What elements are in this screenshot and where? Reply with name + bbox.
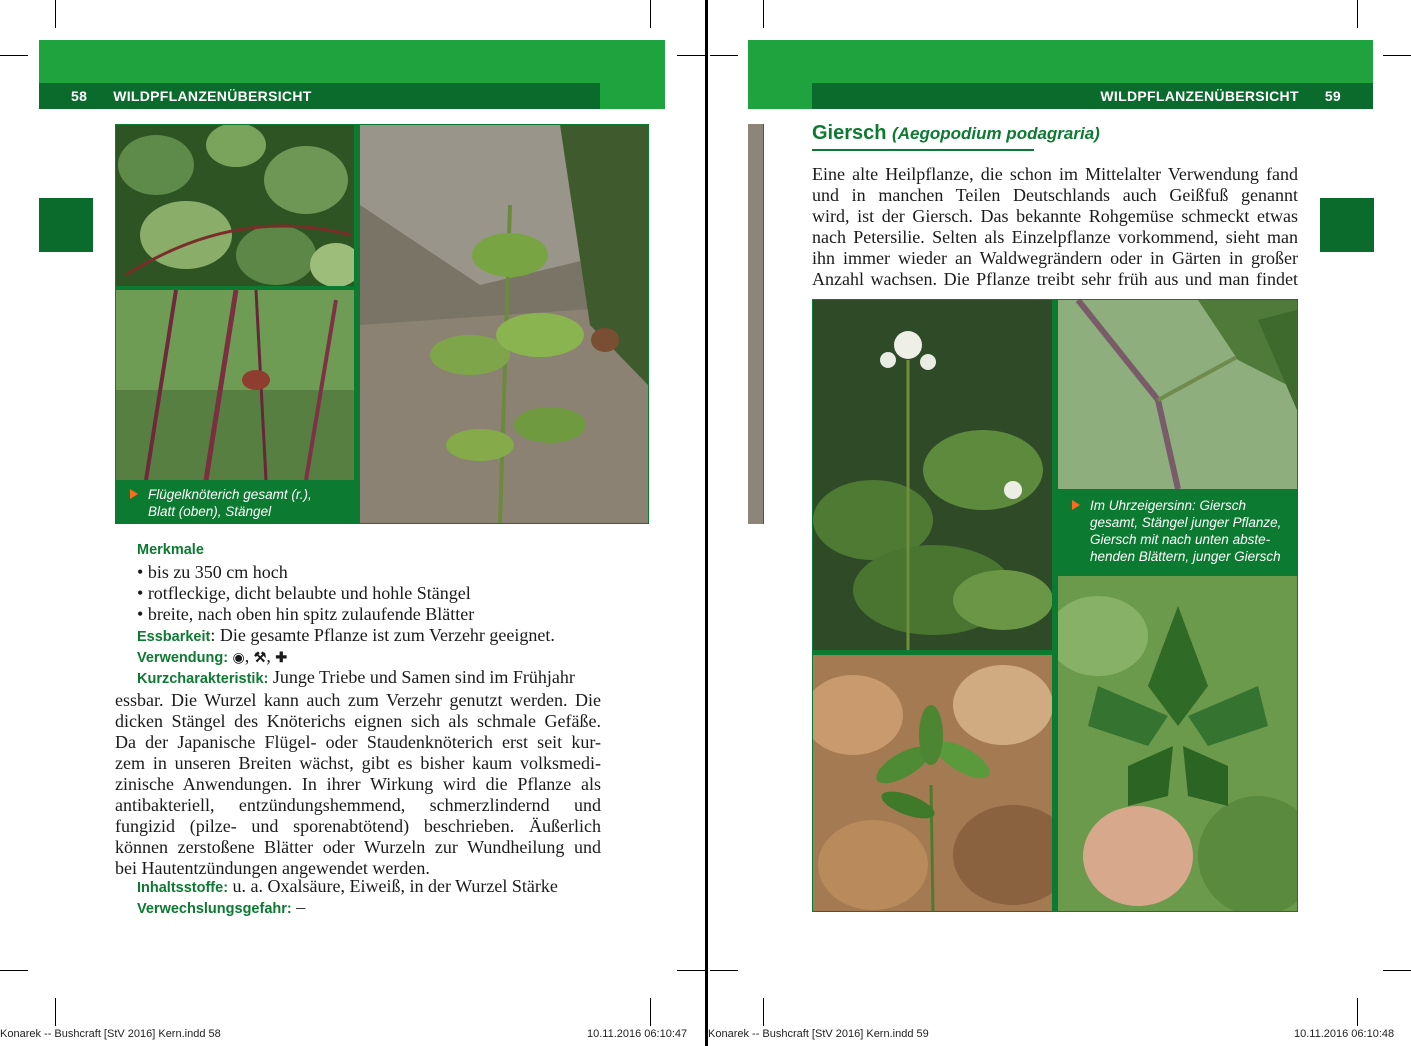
crop-mark <box>55 0 56 28</box>
title-underline <box>812 149 1034 151</box>
verwendung-row: Verwendung: ◉, ⚒, ✚ <box>137 646 288 666</box>
medical-cross-icon: ✚ <box>275 651 288 666</box>
merkmale-label: Merkmale <box>137 542 204 558</box>
text-line: Eine alte Heilpflanze, die schon im Mittelalter Verwendung fand <box>812 164 1298 184</box>
text-line: zinische Anwendungen. In ihrer Wirkung wird die Pflanze als <box>115 774 601 794</box>
caption-arrow-icon <box>130 489 138 499</box>
essbarkeit-text: : Die gesamte Pflanze ist zum Verzehr geeignet. <box>210 625 555 645</box>
text-line: nach Petersilie. Selten als Einzelpflanze vorkommend, sieht man <box>812 227 1298 247</box>
list-item: • rotfleckige, dicht belaubte und hohle Stängel <box>137 583 471 603</box>
crop-mark <box>763 0 764 28</box>
print-timestamp: 10.11.2016 06:10:48 <box>1294 1028 1395 1040</box>
crop-mark <box>1383 970 1411 971</box>
print-timestamp: 10.11.2016 06:10:47 <box>587 1028 688 1040</box>
text-line: zem in unseren Breiten wächst, gibt es bisher kaum volksmedi- <box>115 753 601 773</box>
caption-arrow-icon <box>1072 500 1080 510</box>
kurz-label: Kurzcharakteristik: <box>137 671 269 687</box>
photo-giersch-whole <box>813 300 1052 650</box>
essbarkeit-row <box>137 625 555 648</box>
section-title: WILDPFLANZENÜBERSICHT <box>1100 88 1299 104</box>
photo-giersch-stem <box>1058 300 1297 489</box>
crop-mark <box>1383 55 1411 56</box>
page-number: 58 <box>71 88 88 104</box>
caption-line: Im Uhrzeigersinn: Giersch <box>1090 498 1247 513</box>
verwendung-label: Verwendung: <box>137 650 229 666</box>
text-line: Anzahl wachsen. Die Pflanze treibt sehr früh aus und man findet <box>812 269 1298 289</box>
text-line: dicken Stängel des Knöterichs eignen sich als schmale Gefäße. <box>115 711 601 731</box>
crop-mark <box>0 970 28 971</box>
crop-mark <box>710 55 738 56</box>
page-spine <box>705 0 708 1046</box>
crop-mark <box>710 970 738 971</box>
caption-line: Giersch mit nach unten abste- <box>1090 532 1271 547</box>
thumb-tab <box>39 198 93 252</box>
tools-icon: ⚒ <box>253 651 267 666</box>
print-slug: Konarek -- Bushcraft [StV 2016] Kern.indd 59 <box>708 1028 929 1040</box>
text-line: wird, ist der Giersch. Das bekannte Rohgemüse schmeckt etwas <box>812 206 1298 226</box>
photo-knotweed-stem <box>116 290 354 480</box>
food-icon: ◉ <box>232 651 245 666</box>
caption-line: henden Blättern, junger Giersch <box>1090 549 1281 564</box>
inhalt-label: Inhaltsstoffe: <box>137 880 229 896</box>
photo-knotweed-leaves <box>116 125 354 286</box>
caption-line: Blatt (oben), Stängel <box>148 504 272 519</box>
caption-line: Flügelknöterich gesamt (r.), <box>148 487 312 502</box>
text-line: antibakteriell, entzündungshemmend, schmerzlindernd und <box>115 795 601 815</box>
text-line: können zerstoßene Blätter oder Wurzeln zur Wundheilung und <box>115 837 601 857</box>
text-line: bei Hautentzündungen angewendet werden. <box>115 858 430 878</box>
crop-mark <box>650 0 651 28</box>
photo-knotweed-whole <box>360 125 648 523</box>
verwechslung-row: Verwechslungsgefahr: – <box>137 897 306 917</box>
photo-giersch-young <box>813 655 1052 911</box>
crop-mark <box>0 55 28 56</box>
merkmale-list <box>137 562 607 625</box>
verwechslung-label: Verwechslungsgefahr: <box>137 901 292 917</box>
crop-mark <box>677 970 705 971</box>
running-header <box>39 83 600 109</box>
crop-mark <box>677 55 705 56</box>
text-line: und in manchen Teilen Deutschlands auch Geißfuß genannt <box>812 185 1298 205</box>
text-line: ihn immer wieder an Waldwegrändern oder in Gärten in großer <box>812 248 1298 268</box>
photo-caption <box>116 480 354 523</box>
print-slug: Konarek -- Bushcraft [StV 2016] Kern.indd 58 <box>0 1028 221 1040</box>
kurzcharakteristik-paragraph: Kurzcharakteristik: Junge Triebe und Samen sind im Frühjahr essbar. Die Wurzel kann auch zum Verzehr genutzt werden. Die dicken Stängel des Knöterichs eignen sich als schmale Gefäße. Da der Japanische Flügel- oder Staudenknöterich erst seit kur- zem in unseren Breiten wächst, gibt es bisher kaum volksmedi- zinische Anwendungen. In ihrer Wirkung wird die Pflanze als antibakteriell, entzündungshemmend, schmerzlindernd und fungizid (pilze- und sporenabtötend) beschrieben. Äußerlich können zerstoßene Blätter oder Wurzeln zur Wundheilung und bei Hautentzündungen angewendet werden. <box>115 667 601 878</box>
photo-caption <box>1058 491 1297 573</box>
text-line: fungizid (pilze- und sporenabtötend) beschrieben. Äußerlich <box>115 816 601 836</box>
text-line: essbar. Die Wurzel kann auch zum Verzehr genutzt werden. Die <box>115 690 601 710</box>
caption-line: gesamt, Stängel junger Pflanze, <box>1090 515 1282 530</box>
crop-mark <box>650 998 651 1026</box>
running-header <box>812 83 1373 109</box>
plant-title: Giersch (Aegopodium podagraria) <box>812 122 1100 144</box>
crop-mark <box>763 998 764 1026</box>
intro-paragraph <box>812 164 1298 290</box>
photo-giersch-hand <box>1058 576 1297 911</box>
text-line: Da der Japanische Flügel- oder Staudenknöterich erst seit kur- <box>115 732 601 752</box>
plant-latin-name: (Aegopodium podagraria) <box>892 124 1100 143</box>
crop-mark <box>1357 0 1358 28</box>
section-title: WILDPFLANZENÜBERSICHT <box>113 88 312 104</box>
inhaltsstoffe-row: Inhaltsstoffe: u. a. Oxalsäure, Eiweiß, in der Wurzel Stärke <box>137 876 558 896</box>
essbarkeit-label: Essbarkeit <box>137 629 211 645</box>
merkmale-section <box>137 540 607 561</box>
list-item: • breite, nach oben hin spitz zulaufende Blätter <box>137 604 475 624</box>
page-number: 59 <box>1324 88 1341 104</box>
crop-mark <box>1357 998 1358 1026</box>
list-item: • bis zu 350 cm hoch <box>137 562 288 582</box>
crop-mark <box>55 998 56 1026</box>
photo-bleed-strip <box>748 124 764 524</box>
thumb-tab <box>1320 198 1374 252</box>
